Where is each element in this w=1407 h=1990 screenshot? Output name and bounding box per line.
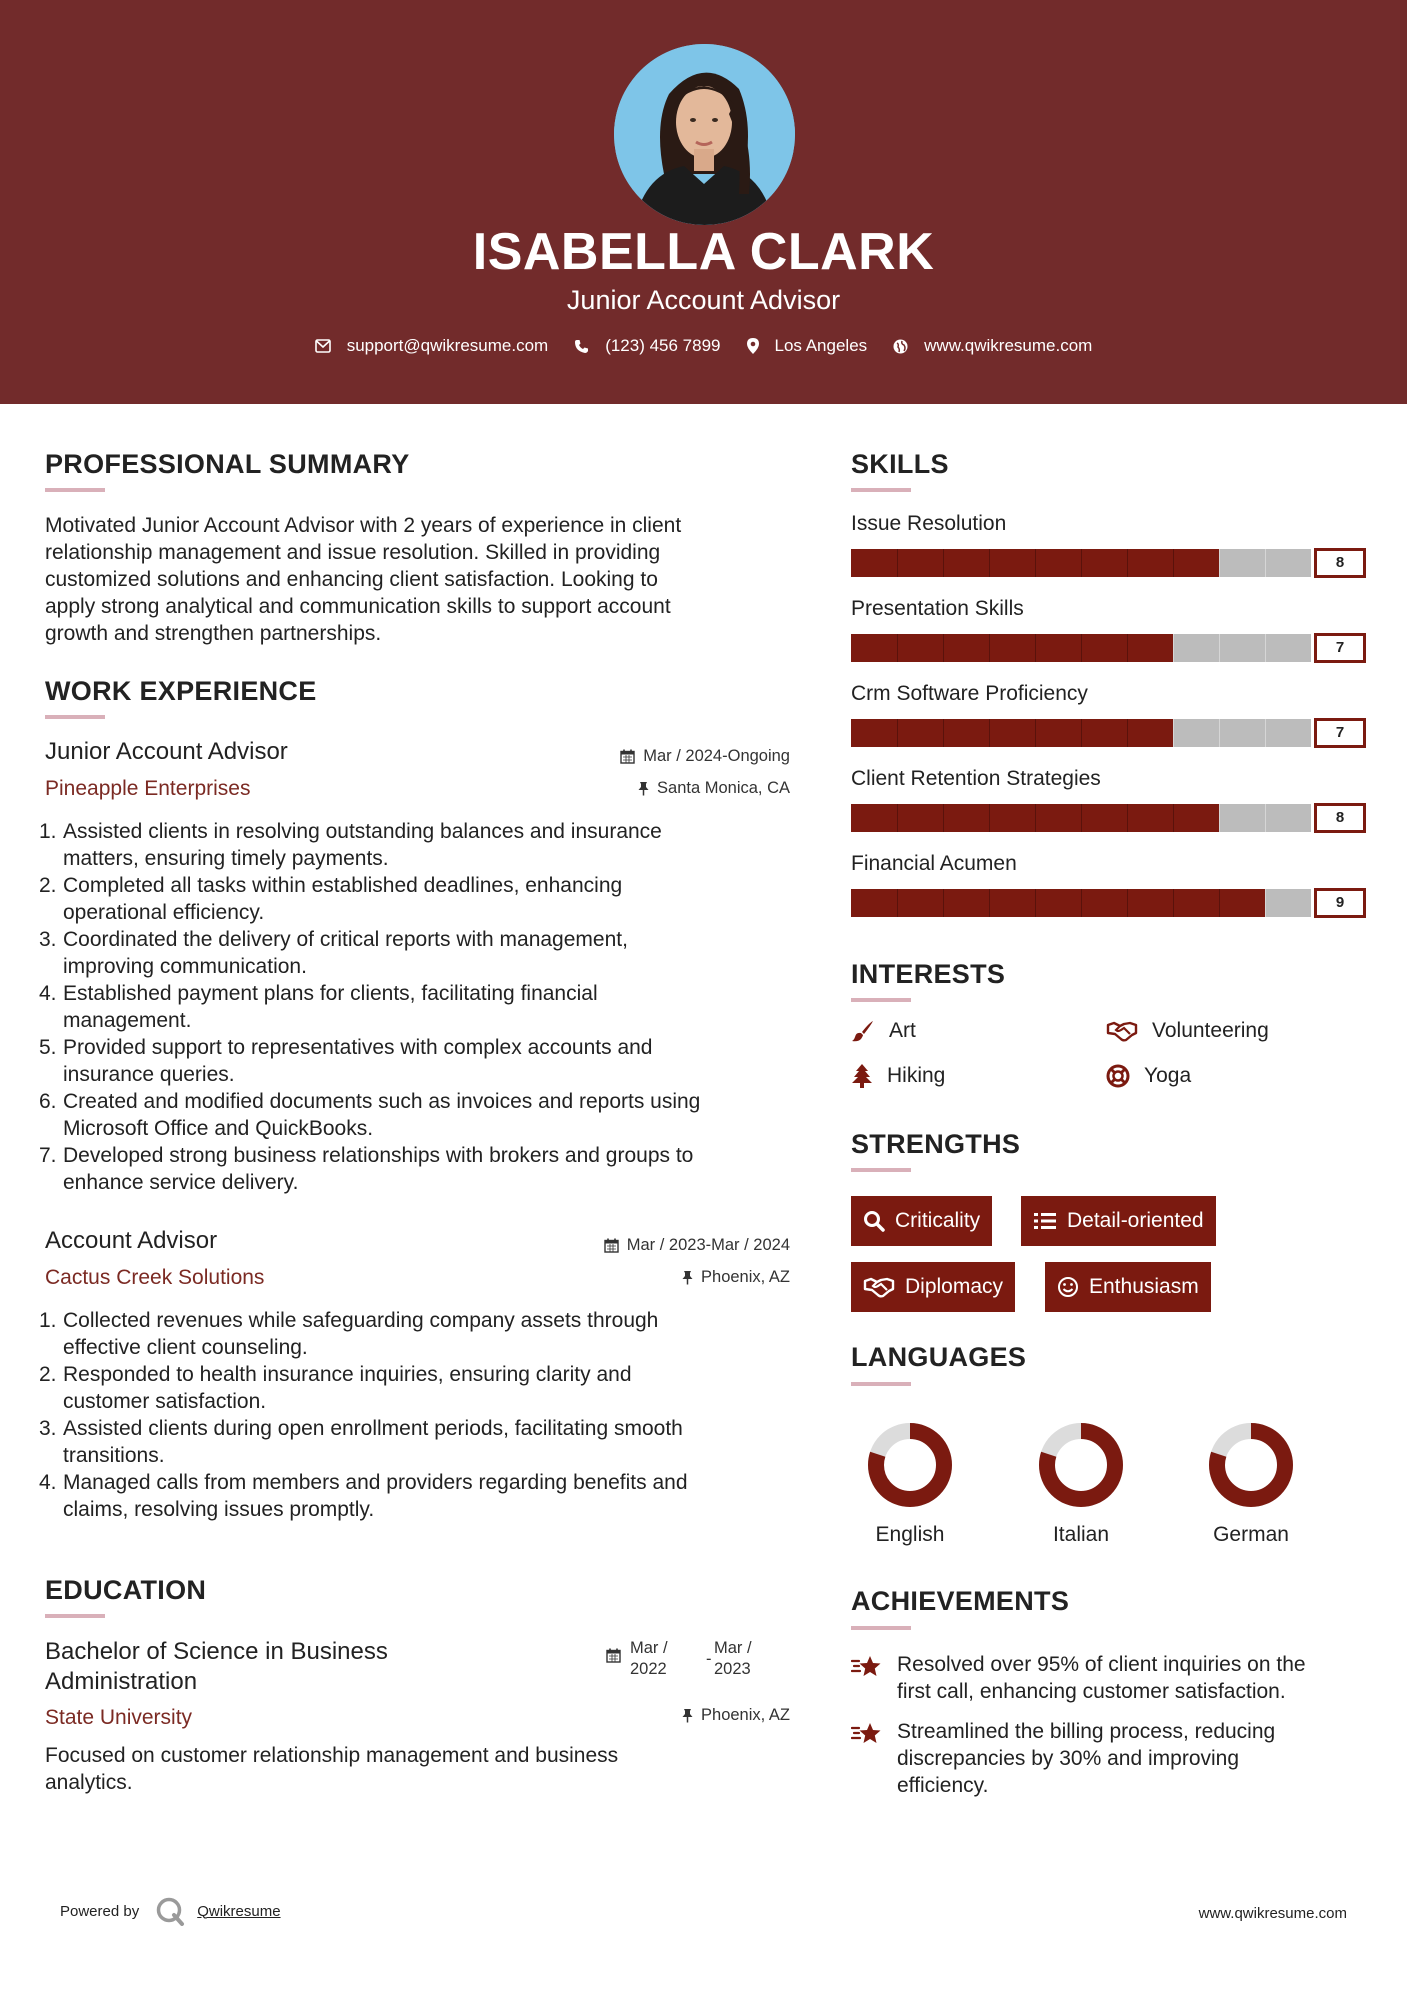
job-location (682, 1268, 790, 1287)
education-description (45, 1742, 618, 1796)
duty-line: Provided support to representatives with complex accounts and (63, 1036, 653, 1059)
map-pin-icon (747, 338, 759, 354)
list-item (39, 1361, 688, 1415)
job-location-text: Santa Monica, CA (657, 779, 790, 797)
list-item (39, 926, 700, 980)
job-location (638, 779, 790, 798)
candidate-title: Junior Account Advisor (566, 285, 841, 315)
skill-bar-divider (1081, 719, 1082, 747)
smile-icon (1057, 1276, 1079, 1298)
powered-by-text: Powered by (60, 1902, 140, 1920)
skills-rule (851, 488, 911, 492)
globe-icon (893, 339, 908, 354)
interest-label: Hiking (887, 1064, 946, 1087)
skill-bar-divider (943, 549, 944, 577)
qwikresume-logo-icon (155, 1896, 185, 1926)
calendar-icon (606, 1648, 621, 1663)
skill-bar-divider (1219, 549, 1220, 577)
summary-line: customized solutions and enhancing client satisfaction. Looking to (45, 568, 658, 591)
skill-bar-divider (897, 719, 898, 747)
strength-label: Detail-oriented (1067, 1209, 1204, 1232)
footer-website[interactable]: www.qwikresume.com (1198, 1905, 1347, 1922)
contact-location (747, 336, 868, 356)
duty-line: Established payment plans for clients, facilitating financial (63, 982, 598, 1005)
skill-bar-divider (1265, 634, 1266, 662)
skill-bar-divider (943, 719, 944, 747)
achievement-line: discrepancies by 30% and improving (897, 1747, 1240, 1770)
duty-line: Completed all tasks within established deadlines, enhancing (63, 874, 623, 897)
list-item (39, 980, 700, 1034)
calendar-icon (604, 1238, 619, 1253)
list-number: 2. (39, 874, 57, 897)
list-number: 3. (39, 1417, 57, 1440)
degree-title (45, 1637, 388, 1697)
duty-line: improving communication. (63, 955, 307, 978)
job-duties (39, 1307, 688, 1523)
skill-name: Client Retention Strategies (851, 767, 1101, 790)
contact-phone-text: (123) 456 7899 (605, 336, 721, 355)
duty-line: Coordinated the delivery of critical reports with management, (63, 928, 628, 951)
star-icon (851, 1720, 883, 1746)
education-desc-line: analytics. (45, 1771, 133, 1794)
list-number: 4. (39, 1471, 57, 1494)
language-label: German (1213, 1523, 1289, 1546)
interests-rule (851, 998, 911, 1002)
contact-phone[interactable] (574, 336, 720, 356)
skill-bar-divider (1219, 889, 1220, 917)
language-donut (860, 1415, 960, 1515)
duty-line: claims, resolving issues promptly. (63, 1498, 375, 1521)
list-number: 6. (39, 1090, 57, 1113)
duty-line: Responded to health insurance inquiries, ensuring clarity and (63, 1363, 632, 1386)
duty-line: customer satisfaction. (63, 1390, 267, 1413)
skill-bar (851, 804, 1311, 832)
duty-line: effective client counseling. (63, 1336, 308, 1359)
skill-bar-divider (1173, 549, 1174, 577)
skill-bar-divider (1081, 889, 1082, 917)
skill-bar-divider (1035, 719, 1036, 747)
company-name: Cactus Creek Solutions (45, 1266, 265, 1289)
interest-yoga (1106, 1064, 1191, 1088)
job-dates-text: Mar / 2024-Ongoing (643, 747, 790, 765)
achievement-line: first call, enhancing customer satisfaction. (897, 1680, 1286, 1703)
job-title: Junior Account Advisor (45, 738, 288, 765)
language-donut (1201, 1415, 1301, 1515)
job-title: Account Advisor (45, 1227, 218, 1254)
list-number: 2. (39, 1363, 57, 1386)
job-dates (620, 747, 790, 766)
achievement-item (851, 1651, 1306, 1705)
strength-label: Enthusiasm (1089, 1275, 1199, 1298)
languages-heading: LANGUAGES (851, 1342, 1027, 1372)
list-number: 1. (39, 1309, 57, 1332)
date-separator: - (706, 1650, 712, 1668)
skill-bar-fill (851, 719, 1173, 747)
search-icon (863, 1210, 885, 1232)
job-duties (39, 818, 701, 1196)
qwikresume-link[interactable]: Qwikresume (197, 1902, 281, 1920)
achievements-heading: ACHIEVEMENTS (851, 1586, 1070, 1616)
duty-line: Assisted clients during open enrollment periods, facilitating smooth (63, 1417, 683, 1440)
strengths-rule (851, 1168, 911, 1172)
languages-rule (851, 1382, 911, 1386)
skill-bar-divider (1173, 889, 1174, 917)
contact-location-text: Los Angeles (774, 336, 868, 355)
skill-bar-divider (1173, 634, 1174, 662)
skill-bar-divider (989, 889, 990, 917)
skill-bar-divider (1035, 549, 1036, 577)
list-number: 7. (39, 1144, 57, 1167)
start-month: Mar / (630, 1639, 668, 1657)
summary-heading: PROFESSIONAL SUMMARY (45, 449, 410, 479)
achievements-rule (851, 1626, 911, 1630)
list-number: 1. (39, 820, 57, 843)
profile-photo (614, 44, 795, 225)
skill-bar-divider (1127, 634, 1128, 662)
start-year: 2022 (630, 1660, 667, 1678)
duty-line: Developed strong business relationships with brokers and groups to (63, 1144, 694, 1167)
skill-bar-divider (1127, 549, 1128, 577)
duty-line: matters, ensuring timely payments. (63, 847, 389, 870)
education-rule (45, 1614, 105, 1618)
tree-icon (851, 1064, 873, 1088)
degree-line: Administration (45, 1668, 198, 1695)
experience-rule (45, 715, 105, 719)
end-year: 2023 (714, 1660, 751, 1678)
list-item (39, 872, 700, 926)
skill-name: Issue Resolution (851, 512, 1007, 535)
contact-bar (0, 336, 1407, 356)
duty-line: Managed calls from members and providers regarding benefits and (63, 1471, 688, 1494)
skill-bar-divider (943, 634, 944, 662)
skill-bar-divider (1127, 804, 1128, 832)
company-name: Pineapple Enterprises (45, 777, 251, 800)
summary-rule (45, 488, 105, 492)
strength-tag-criticality (851, 1196, 992, 1246)
skill-bar-divider (1035, 804, 1036, 832)
skill-bar-divider (989, 549, 990, 577)
education-end-date (714, 1638, 752, 1680)
summary-line: Motivated Junior Account Advisor with 2 years of experience in client (45, 514, 682, 537)
skill-bar-divider (1265, 549, 1266, 577)
skill-bar-divider (897, 889, 898, 917)
footer-powered-by (60, 1896, 281, 1926)
language-label: Italian (1052, 1523, 1110, 1546)
duty-line: enhance service delivery. (63, 1171, 299, 1194)
star-icon (851, 1653, 883, 1679)
skill-bar-divider (1219, 804, 1220, 832)
envelope-icon (315, 339, 331, 353)
duty-line: Created and modified documents such as invoices and reports using (63, 1090, 701, 1113)
duty-line: operational efficiency. (63, 901, 265, 924)
lifering-icon (1106, 1064, 1130, 1088)
strength-label: Criticality (895, 1209, 981, 1232)
list-number: 3. (39, 928, 57, 951)
skill-bar-divider (1127, 719, 1128, 747)
skill-bar-divider (989, 804, 990, 832)
skill-bar-divider (1265, 889, 1266, 917)
list-item (39, 1415, 688, 1469)
achievement-text (897, 1718, 1275, 1799)
skill-bar-divider (1265, 804, 1266, 832)
skill-bar-divider (1265, 719, 1266, 747)
skill-bar-divider (1219, 634, 1220, 662)
skill-bar-divider (897, 634, 898, 662)
duty-line: management. (63, 1009, 192, 1032)
skill-bar (851, 719, 1311, 747)
end-month: Mar / (714, 1639, 752, 1657)
education-location-text: Phoenix, AZ (701, 1706, 790, 1724)
achievement-line: Streamlined the billing process, reducing (897, 1720, 1276, 1743)
list-number: 4. (39, 982, 57, 1005)
interest-volunteering (1106, 1019, 1269, 1043)
calendar-icon (620, 749, 635, 764)
skill-bar-divider (1173, 804, 1174, 832)
list-item (39, 1307, 688, 1361)
skill-bar-divider (1081, 634, 1082, 662)
duty-line: Collected revenues while safeguarding company assets through (63, 1309, 659, 1332)
summary-line: relationship management and issue resolution. Skilled in providing (45, 541, 661, 564)
duty-line: Assisted clients in resolving outstanding balances and insurance (63, 820, 662, 843)
achievement-item (851, 1718, 1275, 1799)
list-icon (1033, 1211, 1057, 1231)
achievement-line: efficiency. (897, 1774, 989, 1797)
duty-line: Microsoft Office and QuickBooks. (63, 1117, 374, 1140)
skill-bar (851, 634, 1311, 662)
skill-bar-divider (1173, 719, 1174, 747)
skill-level-badge: 8 (1314, 803, 1366, 833)
summary-line: apply strong analytical and communication skills to support account (45, 595, 671, 618)
skill-bar-fill (851, 889, 1265, 917)
language-donut (1031, 1415, 1131, 1515)
list-item (39, 1034, 700, 1088)
list-item (39, 1142, 700, 1196)
skill-bar (851, 549, 1311, 577)
summary-line: growth and strengthen partnerships. (45, 622, 382, 645)
skill-bar-divider (1219, 719, 1220, 747)
interest-hiking (851, 1064, 945, 1088)
language-label: English (875, 1523, 945, 1546)
degree-line: Bachelor of Science in Business (45, 1638, 388, 1665)
education-location (682, 1706, 790, 1725)
job-location-text: Phoenix, AZ (701, 1268, 790, 1286)
skill-bar-divider (943, 889, 944, 917)
skills-heading: SKILLS (851, 449, 949, 479)
interest-label: Volunteering (1152, 1019, 1269, 1042)
list-item (39, 1469, 688, 1523)
skill-bar-fill (851, 634, 1173, 662)
education-desc-line: Focused on customer relationship management and business (45, 1744, 619, 1767)
list-item (39, 1088, 701, 1142)
experience-heading: WORK EXPERIENCE (45, 676, 317, 706)
skill-level-badge: 7 (1314, 718, 1366, 748)
handshake-icon (1106, 1020, 1138, 1042)
education-start-date (630, 1638, 668, 1680)
skill-bar-divider (1127, 889, 1128, 917)
skill-bar-divider (1081, 804, 1082, 832)
contact-website-text: www.qwikresume.com (924, 336, 1093, 355)
job-dates (604, 1236, 790, 1255)
phone-icon (574, 339, 589, 354)
list-number: 5. (39, 1036, 57, 1059)
handshake-icon (863, 1276, 895, 1298)
skill-bar-divider (943, 804, 944, 832)
candidate-name: ISABELLA CLARK (472, 223, 935, 281)
interest-label: Yoga (1144, 1064, 1192, 1087)
achievement-text (897, 1651, 1306, 1705)
skill-bar-divider (1035, 889, 1036, 917)
education-heading: EDUCATION (45, 1575, 207, 1605)
pushpin-icon (682, 1708, 693, 1723)
contact-email[interactable] (315, 336, 549, 356)
skill-bar-divider (989, 719, 990, 747)
interests-heading: INTERESTS (851, 959, 1006, 989)
skill-bar-divider (897, 804, 898, 832)
skill-level-badge: 7 (1314, 633, 1366, 663)
person-illustration (614, 44, 795, 225)
strength-tag-enthusiasm (1045, 1262, 1211, 1312)
skill-bar-divider (989, 634, 990, 662)
resume-header (0, 0, 1407, 404)
school-name: State University (45, 1706, 193, 1729)
achievement-line: Resolved over 95% of client inquiries on the (897, 1653, 1306, 1676)
duty-line: transitions. (63, 1444, 165, 1467)
strength-tag-diplomacy (851, 1262, 1015, 1312)
contact-email-text: support@qwikresume.com (346, 336, 549, 355)
strength-tag-detail-oriented (1021, 1196, 1216, 1246)
skill-level-badge: 9 (1314, 888, 1366, 918)
skill-bar-divider (1081, 549, 1082, 577)
interest-label: Art (889, 1019, 916, 1042)
list-item (39, 818, 700, 872)
skill-name: Crm Software Proficiency (851, 682, 1088, 705)
job-dates-text: Mar / 2023-Mar / 2024 (626, 1236, 790, 1254)
paintbrush-icon (851, 1019, 875, 1043)
interest-art (851, 1019, 916, 1043)
skill-bar (851, 889, 1311, 917)
pushpin-icon (682, 1270, 693, 1285)
pushpin-icon (638, 781, 649, 796)
contact-website[interactable] (893, 336, 1092, 356)
skill-name: Financial Acumen (851, 852, 1017, 875)
duty-line: insurance queries. (63, 1063, 235, 1086)
skill-level-badge: 8 (1314, 548, 1366, 578)
skill-bar-divider (897, 549, 898, 577)
summary-text (45, 512, 681, 647)
strength-label: Diplomacy (905, 1275, 1004, 1298)
skill-bar-divider (1035, 634, 1036, 662)
strengths-heading: STRENGTHS (851, 1129, 1021, 1159)
skill-name: Presentation Skills (851, 597, 1024, 620)
